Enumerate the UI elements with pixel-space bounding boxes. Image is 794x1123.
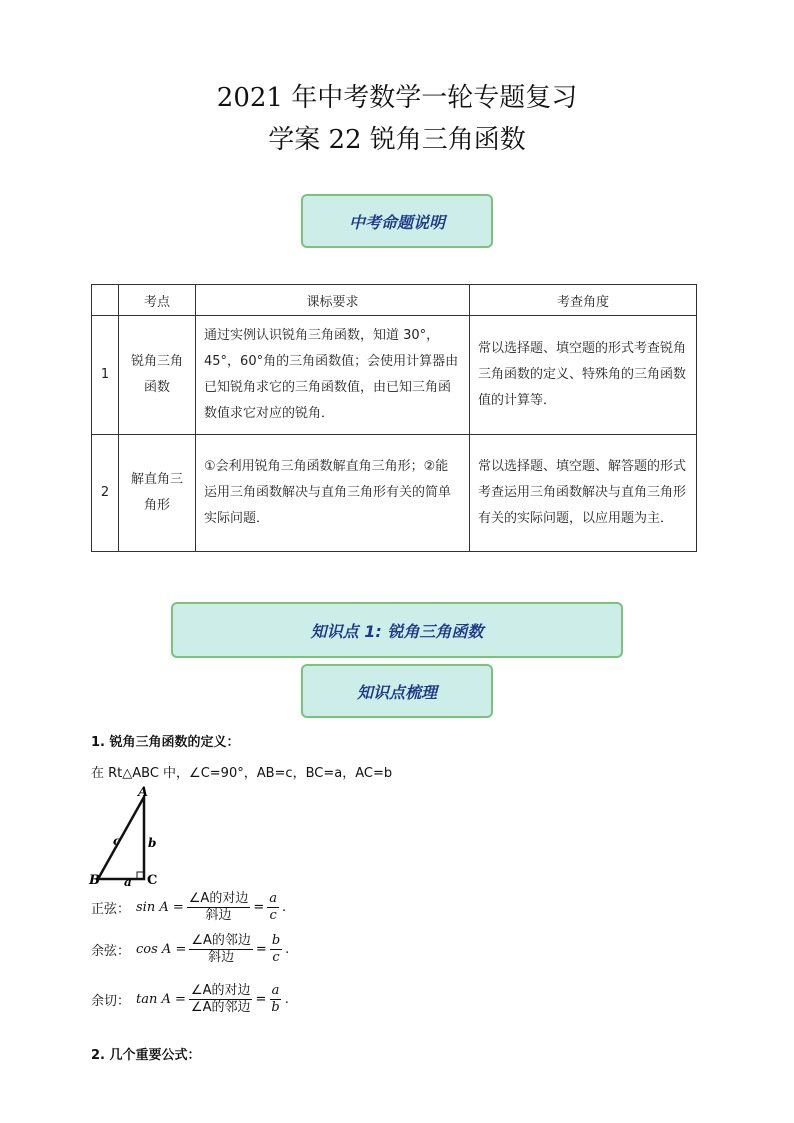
row-angle: 常以选择题、填空题、解答题的形式考查运用三角函数解决与直角三角形有关的实际问题，以应用题为主． [470,435,697,552]
cosine-denominator: 斜边 [208,950,235,965]
triangle-shape [98,797,144,879]
sine-fraction [187,891,251,924]
header-requirement: 课标要求 [196,285,470,316]
exam-description-badge: 中考命题说明 [301,194,493,248]
tangent-formula [91,983,289,1016]
cosine-ratio-den: c [272,950,280,965]
cosine-label: 余弦： [91,944,131,959]
header-index [92,285,119,316]
row-point: 锐角三角函数 [119,316,196,435]
cosine-numerator: ∠A的邻边 [191,933,251,948]
cosine-equals: = [255,942,267,957]
row-index: 2 [92,435,119,552]
sine-ratio-den: c [269,908,277,923]
tangent-ratio [269,983,281,1016]
row-index: 1 [92,316,119,435]
sine-formula [91,891,286,924]
knowledge-review-badge: 知识点梳理 [301,664,493,718]
cosine-ratio [270,933,282,966]
sine-func: sin A = [136,900,184,915]
sine-denominator: 斜边 [205,908,232,923]
table-header-row [92,285,697,316]
tangent-equals: = [255,992,267,1007]
section2-heading: 2. 几个重要公式： [91,1048,201,1063]
knowledge-point-badge: 知识点 1: 锐角三角函数 [171,602,623,658]
tangent-denominator: ∠A的邻边 [190,1000,251,1015]
row-angle: 常以选择题、填空题的形式考查锐角三角函数的定义、特殊角的三角函数值的计算等． [470,316,697,435]
header-angle: 考查角度 [470,285,697,316]
tangent-ratio-num: a [271,983,280,998]
sine-numerator: ∠A的对边 [188,891,249,906]
sine-ratio-num: a [269,891,277,906]
sine-period: . [282,900,287,915]
vertex-c-label: C [147,873,158,888]
row-point: 解直角三角形 [119,435,196,552]
side-b-label: b [148,836,157,850]
page-subtitle: 学案 22 锐角三角函数 [268,125,526,155]
cosine-ratio-num: b [271,933,281,948]
vertex-a-label: A [138,785,149,800]
side-c-label: c [113,834,121,848]
table-row [92,316,697,435]
side-a-label: a [124,875,132,889]
sine-label: 正弦： [91,902,131,917]
tangent-numerator: ∠A的对边 [190,983,251,998]
vertex-b-label: B [89,873,100,888]
cosine-func: cos A = [136,942,187,957]
row-requirement: ①会利用锐角三角函数解直角三角形；②能运用三角函数解决与直角三角形有关的简单实际问题． [196,435,470,552]
header-point: 考点 [119,285,196,316]
row-requirement: 通过实例认识锐角三角函数，知道 30°，45°，60°角的三角函数值；会使用计算器由已知锐角求它的三角函数值，由已知三角函数值求它对应的锐角． [196,316,470,435]
tangent-label: 余切： [91,994,131,1009]
section1-heading: 1. 锐角三角函数的定义： [91,735,240,750]
tangent-fraction [189,983,253,1016]
cosine-fraction [189,933,253,966]
right-triangle-figure [88,785,168,890]
tangent-period: . [284,992,289,1007]
cosine-formula [91,933,289,966]
tangent-func: tan A = [136,992,186,1007]
section1-intro: 在 Rt△ABC 中，∠C=90°，AB=c，BC=a，AC=b [91,766,393,781]
page-title: 2021 年中考数学一轮专题复习 [216,83,578,113]
cosine-period: . [285,942,290,957]
sine-ratio [267,891,279,924]
exam-requirements-table [91,284,697,552]
table-row [92,435,697,552]
sine-equals: = [253,900,265,915]
tangent-ratio-den: b [271,1000,280,1015]
